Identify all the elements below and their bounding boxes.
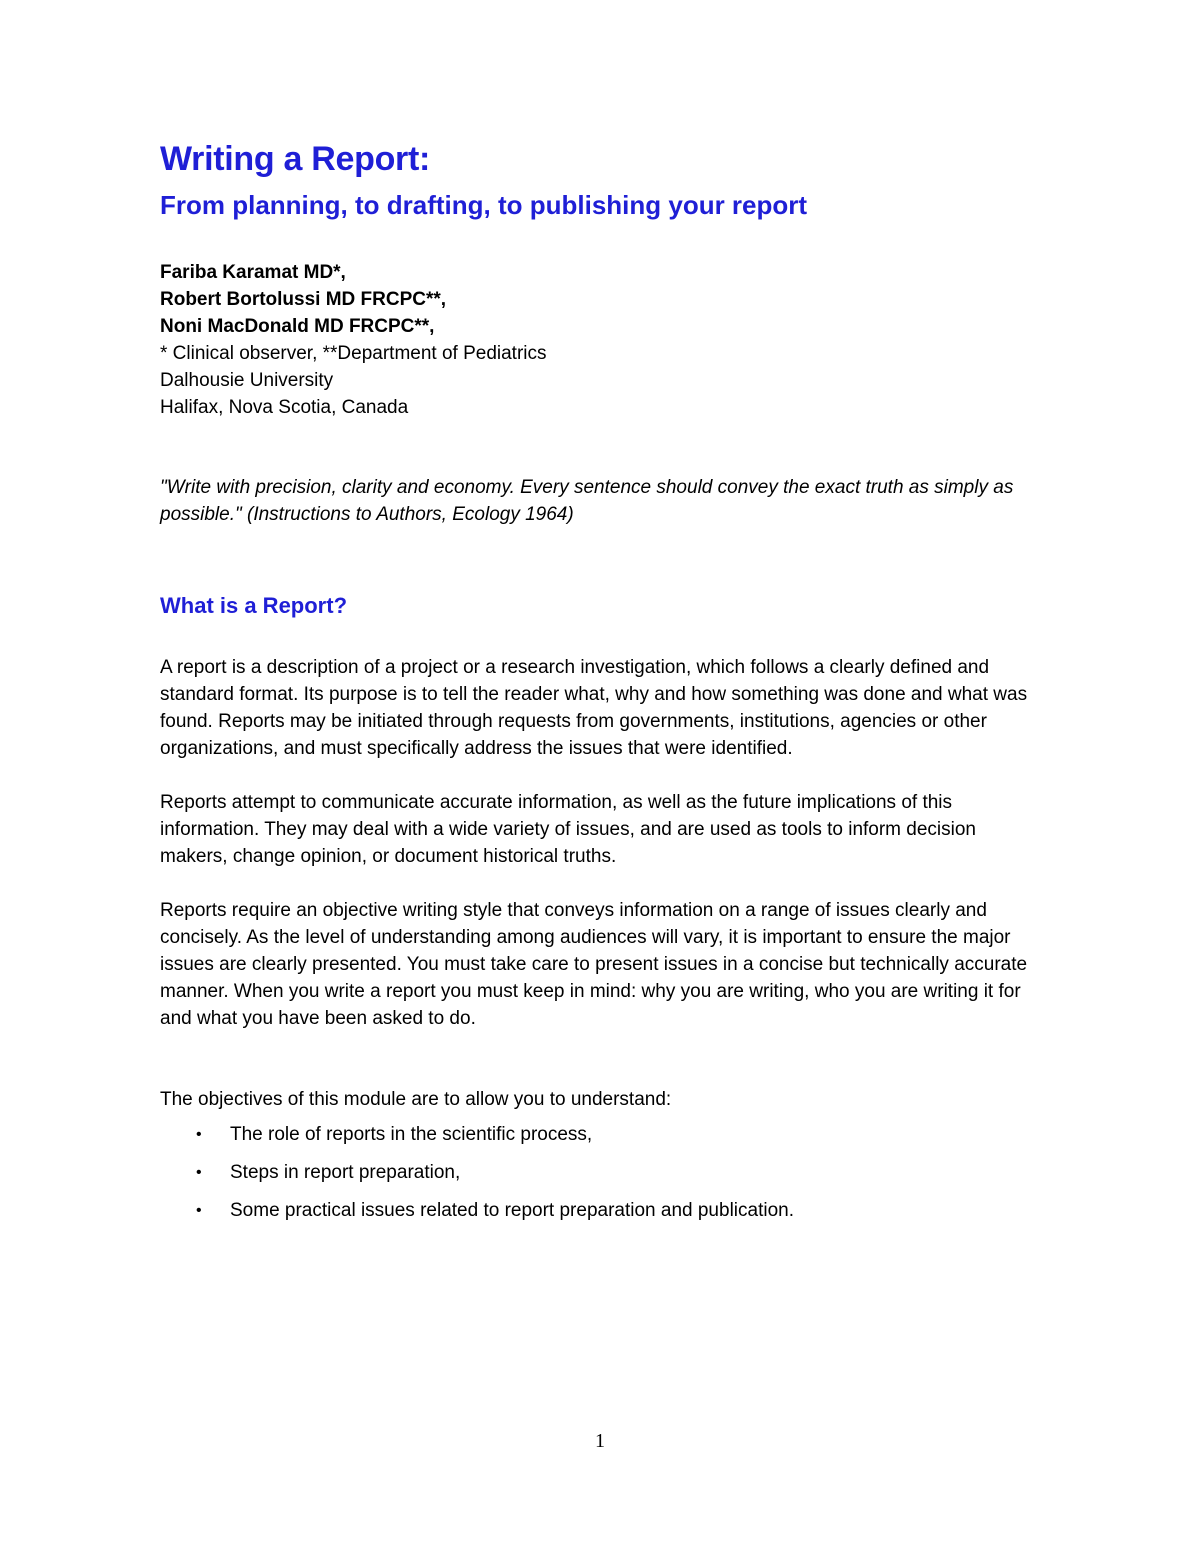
- bullet-icon: •: [196, 1164, 202, 1181]
- bullet-icon: •: [196, 1202, 202, 1219]
- page-number: 1: [595, 1430, 605, 1452]
- objectives-intro: The objectives of this module are to allow you to understand:: [160, 1089, 672, 1110]
- body-paragraph: Reports require an objective writing style that conveys information on a range of issues clearly and concisely. As the level of understanding among audiences will vary, it is important to ensure the major issues are clearly presented. You must take care to present issues in a concise but technically accurate manner. When you write a report you must keep in mind: why you are writing, who you are writing it for and what you have been asked to do.: [160, 900, 1028, 1029]
- document-title: Writing a Report:: [160, 140, 431, 178]
- affiliation-line: * Clinical observer, **Department of Pediatrics: [160, 343, 547, 364]
- author-name: Robert Bortolussi MD FRCPC**,: [160, 289, 447, 310]
- author-name: Noni MacDonald MD FRCPC**,: [160, 316, 435, 337]
- list-item-text: The role of reports in the scientific process,: [230, 1124, 593, 1145]
- body-paragraph: Reports attempt to communicate accurate information, as well as the future implications of this information. They may deal with a wide variety of issues, and are used as tools to inform decision makers, change opinion, or document historical truths.: [160, 792, 976, 867]
- author-name: Fariba Karamat MD*,: [160, 262, 346, 283]
- bullet-icon: •: [196, 1126, 202, 1143]
- body-paragraph: A report is a description of a project or a research investigation, which follows a clearly defined and standard format. Its purpose is to tell the reader what, why and how something was done and what was found. Reports may be initiated through requests from governments, institutions, agencies or other organizations, and must specifically address the issues that were identified.: [160, 657, 1028, 759]
- section-heading: What is a Report?: [160, 593, 348, 618]
- epigraph-quote: "Write with precision, clarity and economy. Every sentence should convey the exact truth as simply as possible." (Instructions to Authors, Ecology 1964): [160, 477, 1014, 525]
- affiliation-line: Dalhousie University: [160, 370, 334, 391]
- author-list: [160, 259, 446, 340]
- document-subtitle: From planning, to drafting, to publishing your report: [160, 190, 808, 220]
- affiliation-line: Halifax, Nova Scotia, Canada: [160, 397, 409, 418]
- affiliation-block: [160, 340, 547, 421]
- list-item-text: Some practical issues related to report preparation and publication.: [230, 1200, 794, 1221]
- list-item-text: Steps in report preparation,: [230, 1162, 461, 1183]
